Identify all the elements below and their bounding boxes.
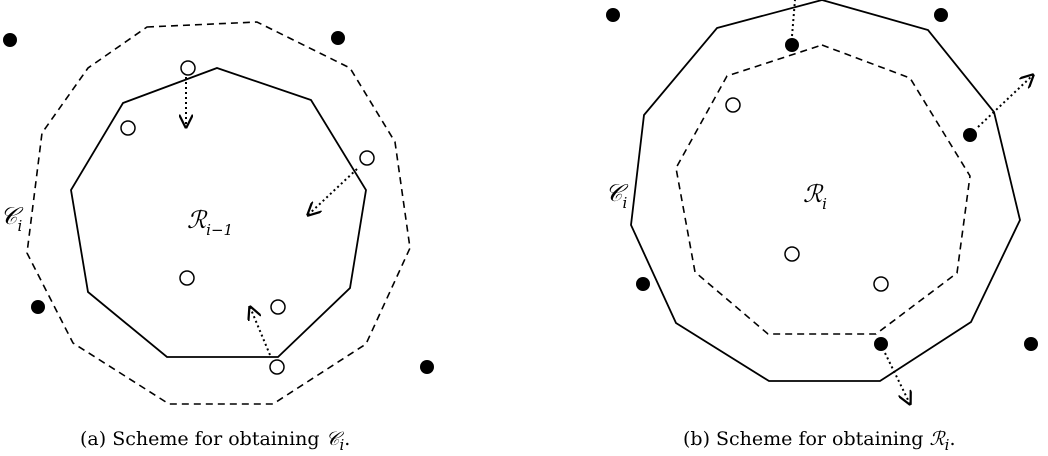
panel-a-dashed-curve <box>27 22 410 404</box>
panel-b-curve-label: 𝒞$_i$ <box>605 179 628 212</box>
panel-b-caption: (b) Scheme for obtaining ℛ$_i$. <box>683 428 956 454</box>
panel-a-solid-region <box>71 68 366 357</box>
panel-b-dashed-region <box>676 45 970 334</box>
panel-b-solid-curve <box>631 0 1020 381</box>
panel-b-filled-point <box>636 277 650 291</box>
panel-a-curve-label: 𝒞$_i$ <box>0 202 23 235</box>
panel-b-hollow-point <box>785 247 799 261</box>
panel-b-filled-point <box>874 337 888 351</box>
panel-b-filled-point <box>1024 337 1038 351</box>
panel-a-hollow-point <box>271 300 285 314</box>
panel-a-arrow <box>250 307 270 355</box>
panel-a-filled-point <box>420 360 434 374</box>
panel-a-hollow-point <box>181 61 195 75</box>
panel-b-region-label: ℛ$_i$ <box>803 180 827 213</box>
panel-a-hollow-point <box>360 151 374 165</box>
panel-a-filled-point <box>3 33 17 47</box>
panel-a <box>0 22 434 454</box>
panel-a-region-label: ℛ$_{i-1}$ <box>187 206 234 239</box>
panel-a-hollow-point <box>121 121 135 135</box>
panel-b-arrow <box>792 0 795 36</box>
panel-a-filled-point <box>331 31 345 45</box>
panel-b-hollow-point <box>726 98 740 112</box>
panel-a-hollow-point <box>270 360 284 374</box>
panel-b-filled-point <box>606 8 620 22</box>
panel-a-hollow-point <box>180 271 194 285</box>
panel-a-filled-point <box>31 300 45 314</box>
panel-b-filled-point <box>963 128 977 142</box>
panel-a-arrow <box>308 169 357 215</box>
panel-b <box>605 0 1038 454</box>
panel-b-arrow <box>885 353 910 404</box>
panel-b-filled-point <box>934 8 948 22</box>
panel-b-hollow-point <box>874 277 888 291</box>
panel-a-caption: (a) Scheme for obtaining 𝒞$_i$. <box>80 428 351 454</box>
panel-b-filled-point <box>785 38 799 52</box>
